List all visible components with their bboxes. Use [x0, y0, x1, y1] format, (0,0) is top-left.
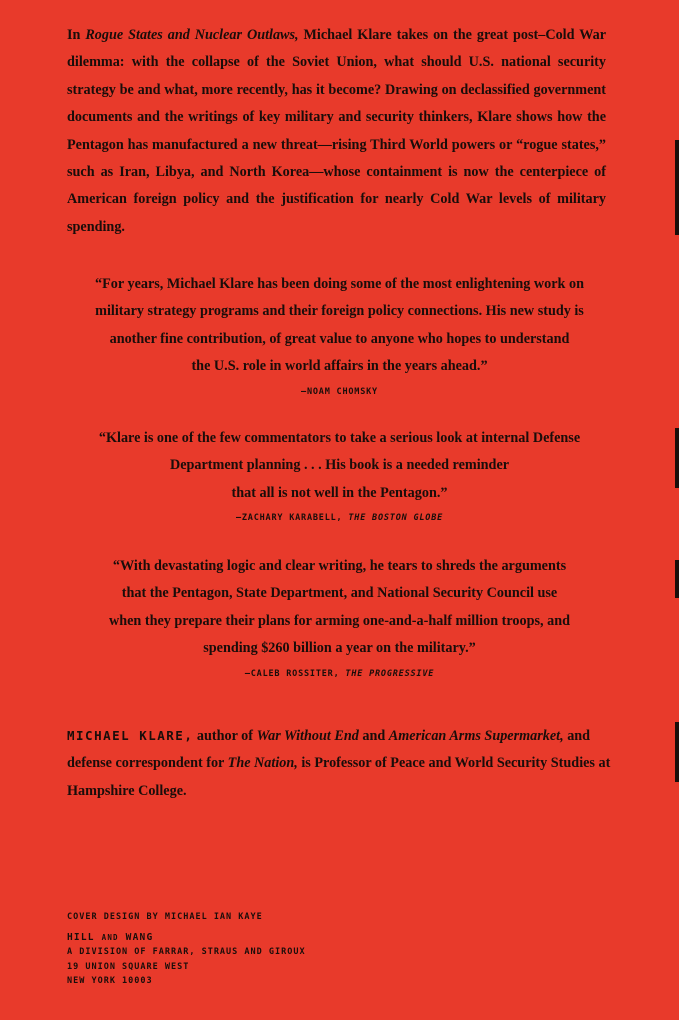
quote-chomsky [40, 271, 639, 399]
bio-text: and defense correspondent for [67, 728, 591, 772]
edge-mark [675, 140, 679, 235]
bio-book: American Arms Supermarket, [388, 728, 564, 744]
quote-line: the U.S. role in world affairs in the years ahead.” [191, 358, 488, 375]
quote-karabell [40, 425, 639, 525]
edge-mark [675, 560, 679, 598]
quote-attribution [40, 385, 639, 399]
bio-text: is Professor of Peace and World Security Studies at Hampshire College. [67, 755, 611, 799]
quote-line: when they prepare their plans for arming one-and-a-half million troops, and [108, 612, 570, 629]
attribution-name: —ZACHARY KARABELL, [235, 513, 349, 524]
publisher-address: 19 UNION SQUARE WEST [67, 961, 190, 972]
publisher-name [67, 931, 467, 946]
author-name: MICHAEL KLARE, [67, 728, 194, 743]
publisher-part: HILL [67, 931, 102, 943]
cover-design-credit: COVER DESIGN BY MICHAEL IAN KAYE [67, 912, 263, 922]
quote-line: another fine contribution, of great value to anyone who hopes to understand [109, 330, 570, 347]
publisher-division: A DIVISION OF FARRAR, STRAUS AND GIROUX [67, 947, 306, 957]
bio-text: and [358, 728, 389, 744]
edge-mark [675, 722, 679, 782]
quote-rossiter [40, 553, 639, 681]
quote-attribution [40, 511, 639, 525]
publisher-city: NEW YORK 10003 [67, 976, 153, 986]
quote-line: spending $260 billion a year on the military.” [203, 640, 476, 657]
quote-line: “For years, Michael Klare has been doing some of the most enlightening work on [95, 276, 584, 292]
blurb-prefix: In [67, 27, 86, 43]
publisher-credits [67, 910, 467, 989]
attribution-name: —NOAM CHOMSKY [301, 386, 378, 397]
publisher-part: WANG [118, 931, 154, 943]
quote-line: that the Pentagon, State Department, and National Security Council use [121, 585, 558, 602]
quote-attribution [40, 667, 639, 681]
quote-line: “Klare is one of the few commentators to take a serious look at internal Defense [98, 430, 581, 446]
quote-line: Department planning . . . His book is a needed reminder [169, 457, 510, 474]
attribution-name: —CALEB ROSSITER, [244, 668, 346, 679]
bio-publication: The Nation, [227, 755, 298, 772]
bio-book: War Without End [256, 728, 359, 744]
quote-line: military strategy programs and their foreign policy connections. His new study is [95, 303, 584, 320]
quote-line: “With devastating logic and clear writing, he tears to shreds the arguments [112, 558, 567, 574]
bio-text: author of [193, 728, 257, 744]
edge-mark [675, 428, 679, 488]
publisher-part: AND [101, 932, 119, 942]
attribution-source: THE PROGRESSIVE [345, 668, 435, 679]
quote-line: that all is not well in the Pentagon.” [231, 484, 448, 501]
attribution-source: THE BOSTON GLOBE [348, 513, 444, 524]
book-description [67, 22, 606, 241]
blurb-book-title: Rogue States and Nuclear Outlaws, [85, 27, 299, 43]
author-bio [67, 722, 612, 805]
blurb-text: Michael Klare takes on the great post–Cold War dilemma: with the collapse of the Soviet Union, what should U.S. national security strategy be and what, more recently, has it become? Drawing on declassified government documents and the writings of key military and security thinkers, Klare shows how the Pentagon has manufactured a new threat—rising Third World powers or “rogue states,” such as Iran, Libya, and North Korea—whose containment is now the centerpiece of American foreign policy and the justification for nearly Cold War levels of military spending. [67, 27, 606, 235]
